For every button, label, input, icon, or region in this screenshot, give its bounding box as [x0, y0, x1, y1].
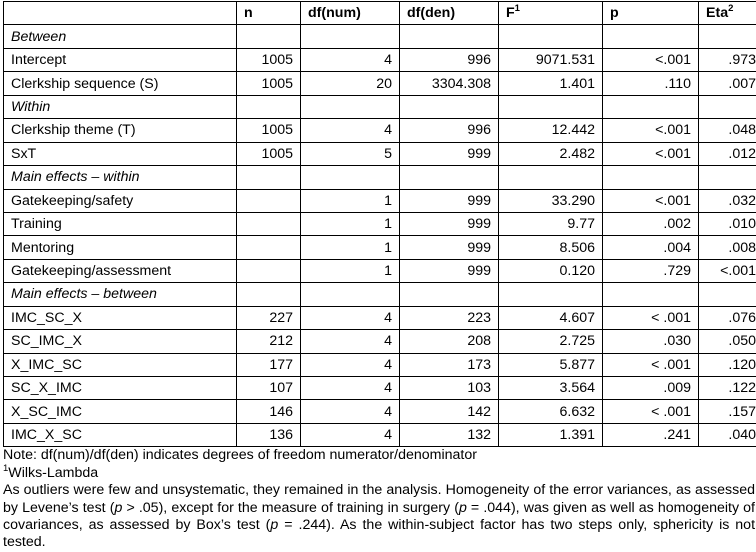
cell-df-num: 20 — [301, 72, 400, 95]
cell-f: 8.506 — [499, 236, 603, 259]
cell-label: Clerkship theme (T) — [4, 119, 237, 142]
cell-n: 146 — [237, 400, 301, 423]
cell-df-den: 3304.308 — [400, 72, 499, 95]
section-row — [4, 283, 756, 306]
cell-p: .241 — [603, 423, 699, 446]
table-row — [4, 72, 756, 95]
cell-n: 1005 — [237, 119, 301, 142]
cell-f: 5.877 — [499, 353, 603, 376]
cell-eta: .050 — [699, 330, 756, 353]
cell-df-num: 1 — [301, 189, 400, 212]
cell-f: 2.482 — [499, 142, 603, 165]
cell-p: <.001 — [603, 142, 699, 165]
cell-f: 9071.531 — [499, 48, 603, 71]
header-f: $F^1$ — [499, 2, 603, 25]
note-degrees-of-freedom: Note: df(num)/df(den) indicates degrees of freedom numerator/denominator — [3, 447, 755, 464]
section-row — [4, 166, 756, 189]
section-label-cell: Within — [4, 95, 237, 118]
cell-df-den: 999 — [400, 189, 499, 212]
cell-df-num: 1 — [301, 212, 400, 235]
section-label-cell: Main effects – between — [4, 283, 237, 306]
cell-n — [237, 95, 301, 118]
cell-n: 107 — [237, 377, 301, 400]
table-row — [4, 306, 756, 329]
cell-p: <.001 — [603, 48, 699, 71]
cell-df-den: 996 — [400, 119, 499, 142]
cell-p: .110 — [603, 72, 699, 95]
cell-eta: .122 — [699, 377, 756, 400]
cell-p: <.001 — [603, 189, 699, 212]
cell-eta: <.001 — [699, 259, 756, 282]
cell-label: Clerkship sequence (S) — [4, 72, 237, 95]
cell-label: SC_X_IMC — [4, 377, 237, 400]
header-df-num: df(num) — [301, 2, 400, 25]
note-wilks-lambda-text: Wilks-Lambda — [8, 465, 98, 481]
header-eta-superscript: 2 — [728, 3, 733, 14]
cell-label: X_SC_IMC — [4, 400, 237, 423]
cell-label: Gatekeeping/safety — [4, 189, 237, 212]
cell-df-den: 999 — [400, 212, 499, 235]
cell-df-den: 999 — [400, 236, 499, 259]
cell-n — [237, 25, 301, 48]
table-body — [4, 25, 756, 447]
cell-p — [603, 95, 699, 118]
table-row — [4, 48, 756, 71]
cell-f: 3.564 — [499, 377, 603, 400]
cell-eta: .032 — [699, 189, 756, 212]
cell-p — [603, 283, 699, 306]
cell-df-den — [400, 166, 499, 189]
cell-p: .004 — [603, 236, 699, 259]
cell-n: 136 — [237, 423, 301, 446]
cell-f: 1.391 — [499, 423, 603, 446]
cell-eta: .010 — [699, 212, 756, 235]
cell-f: 1.401 — [499, 72, 603, 95]
cell-f: 6.632 — [499, 400, 603, 423]
cell-df-den: 223 — [400, 306, 499, 329]
cell-df-num: 1 — [301, 259, 400, 282]
cell-n: 1005 — [237, 142, 301, 165]
cell-label: Training — [4, 212, 237, 235]
cell-p: < .001 — [603, 353, 699, 376]
table-row — [4, 377, 756, 400]
cell-eta: .076 — [699, 306, 756, 329]
cell-eta — [699, 166, 756, 189]
cell-eta: .120 — [699, 353, 756, 376]
cell-df-num: 4 — [301, 353, 400, 376]
cell-df-num — [301, 283, 400, 306]
cell-n — [237, 189, 301, 212]
note-wilks-lambda — [3, 465, 755, 482]
cell-n: 1005 — [237, 72, 301, 95]
table-row — [4, 189, 756, 212]
cell-label: SC_IMC_X — [4, 330, 237, 353]
cell-n: 212 — [237, 330, 301, 353]
section-row — [4, 25, 756, 48]
section-label-cell: Between — [4, 25, 237, 48]
cell-label: IMC_SC_X — [4, 306, 237, 329]
cell-df-num: 4 — [301, 400, 400, 423]
header-f-footnote-mark: 1 — [515, 3, 520, 14]
cell-df-num: 4 — [301, 119, 400, 142]
cell-f: 12.442 — [499, 119, 603, 142]
cell-f: 33.290 — [499, 189, 603, 212]
table-row — [4, 212, 756, 235]
cell-df-den: 996 — [400, 48, 499, 71]
cell-df-den: 173 — [400, 353, 499, 376]
cell-df-num — [301, 25, 400, 48]
cell-f: 0.120 — [499, 259, 603, 282]
cell-df-num — [301, 166, 400, 189]
cell-n — [237, 236, 301, 259]
cell-p: < .001 — [603, 306, 699, 329]
cell-df-den — [400, 283, 499, 306]
cell-df-num: 1 — [301, 236, 400, 259]
cell-eta — [699, 95, 756, 118]
cell-p: <.001 — [603, 119, 699, 142]
header-df-den: df(den) — [400, 2, 499, 25]
table-row — [4, 400, 756, 423]
cell-f: 4.607 — [499, 306, 603, 329]
cell-label: X_IMC_SC — [4, 353, 237, 376]
table-row — [4, 119, 756, 142]
cell-eta: .008 — [699, 236, 756, 259]
cell-label: Mentoring — [4, 236, 237, 259]
cell-p: .030 — [603, 330, 699, 353]
cell-p: .002 — [603, 212, 699, 235]
cell-df-den — [400, 25, 499, 48]
cell-f: 2.725 — [499, 330, 603, 353]
cell-f: 9.77 — [499, 212, 603, 235]
cell-eta: .012 — [699, 142, 756, 165]
cell-eta: .048 — [699, 119, 756, 142]
cell-df-num: 4 — [301, 48, 400, 71]
cell-df-den: 999 — [400, 259, 499, 282]
cell-f — [499, 25, 603, 48]
section-label-cell: Main effects – within — [4, 166, 237, 189]
cell-df-den — [400, 95, 499, 118]
manova-results-table — [3, 1, 756, 447]
cell-n: 227 — [237, 306, 301, 329]
cell-f — [499, 283, 603, 306]
cell-df-den: 142 — [400, 400, 499, 423]
cell-n: 177 — [237, 353, 301, 376]
cell-df-num: 4 — [301, 377, 400, 400]
cell-p — [603, 166, 699, 189]
table-row — [4, 330, 756, 353]
header-n: n — [237, 2, 301, 25]
cell-df-den: 103 — [400, 377, 499, 400]
cell-eta: .040 — [699, 423, 756, 446]
cell-p: .729 — [603, 259, 699, 282]
table-row — [4, 423, 756, 446]
cell-p: < .001 — [603, 400, 699, 423]
cell-eta — [699, 283, 756, 306]
cell-label: SxT — [4, 142, 237, 165]
cell-n: 1005 — [237, 48, 301, 71]
table-row — [4, 259, 756, 282]
table-row — [4, 353, 756, 376]
cell-df-den: 132 — [400, 423, 499, 446]
cell-p — [603, 25, 699, 48]
cell-n — [237, 283, 301, 306]
header-label — [4, 2, 237, 25]
cell-label: Intercept — [4, 48, 237, 71]
header-p: p — [603, 2, 699, 25]
section-row — [4, 95, 756, 118]
cell-df-num: 4 — [301, 306, 400, 329]
cell-eta — [699, 25, 756, 48]
cell-n — [237, 259, 301, 282]
cell-p: .009 — [603, 377, 699, 400]
table-row — [4, 142, 756, 165]
outliers-paragraph: As outliers were few and unsystematic, they remained in the analysis. Homogeneity of the error variances, as assessed by Levene’s test (p > .05), except for the measure of training in surgery (p = .044), was given as well as homogeneity of covariances, as assessed by Box’s test (p = .244). As the within-subject factor has two steps only, sphericity is not tested. — [3, 482, 755, 552]
footnote-mark: 1 — [3, 463, 8, 474]
cell-df-num: 4 — [301, 330, 400, 353]
cell-label: IMC_X_SC — [4, 423, 237, 446]
cell-df-den: 999 — [400, 142, 499, 165]
cell-df-den: 208 — [400, 330, 499, 353]
table-row — [4, 236, 756, 259]
cell-n — [237, 212, 301, 235]
cell-n — [237, 166, 301, 189]
cell-eta: .007 — [699, 72, 756, 95]
cell-df-num: 4 — [301, 423, 400, 446]
cell-eta: .973 — [699, 48, 756, 71]
cell-df-num — [301, 95, 400, 118]
header-eta: Eta$^2$ — [699, 2, 756, 25]
cell-f — [499, 95, 603, 118]
cell-label: Gatekeeping/assessment — [4, 259, 237, 282]
table-notes — [3, 447, 755, 551]
cell-df-num: 5 — [301, 142, 400, 165]
cell-f — [499, 166, 603, 189]
table-header-row — [4, 2, 756, 25]
cell-eta: .157 — [699, 400, 756, 423]
